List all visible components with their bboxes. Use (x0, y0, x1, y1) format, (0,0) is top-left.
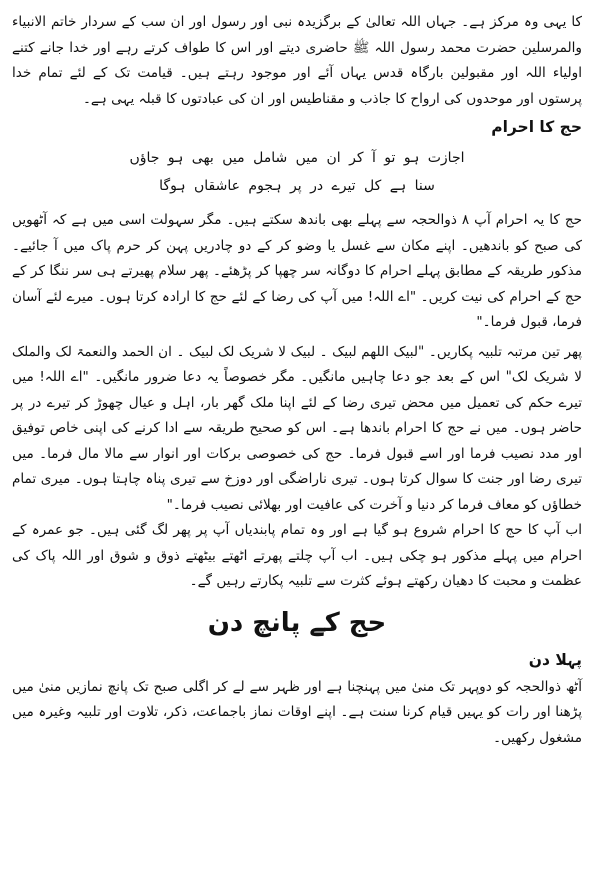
poem-line-2: سنا ہے کل تیرے در پر ہجوم عاشقاں ہوگا (159, 178, 435, 194)
poem-line-1: اجازت ہو تو آ کر ان میں شامل میں بھی ہو جاؤں (129, 150, 465, 166)
talbiya-rest: اس کے بعد جو دعا چاہیں مانگیں۔ مگر خصوصاً یہ دعا ضرور مانگیں۔ "اے اللہ! میں تیرے حکم کی تعمیل میں محض تیری رضا کے لئے اپنا ملک گھر بار، اہل و عیال چھوڑ کر تیرے در پر حاضر ہوں۔ میں نے حج کا احرام باندھا ہے۔ اس کو صحیح طریقہ سے ادا کرنے کی اپنی خاص توفیق اور مدد نصیب فرما اور اسے قبول فرما۔ حج کی خصوصی برکات اور انوار سے مالا مال فرما۔ میں تیری رضا اور جنت کا سوال کرتا ہوں۔ تیری ناراضگی اور دوزخ سے تیری پناہ چاہتا ہوں۔ میری تمام خطاؤں کو معاف فرما کر دنیا و آخرت کی عافیت اور بھلائی نصیب فرما۔" (12, 369, 582, 513)
day1-paragraph: آٹھ ذوالحجہ کو دوپہر تک منیٰ میں پہنچنا ہے اور ظہر سے لے کر اگلی صبح تک پانچ نمازیں منیٰ میں پڑھنا اور رات کو یہیں قیام کرنا سنت ہے۔ اپنے اوقات نماز باجماعت، ذکر، تلاوت اور تلبیہ وغیرہ میں مشغول رکھیں۔ (12, 678, 582, 746)
intro-paragraph: کا یہی وہ مرکز ہے۔ جہاں اللہ تعالیٰ کے برگزیدہ نبی اور رسول اور ان سب کے سردار خاتم الانبیاء والمرسلین حضرت محمد رسول اللہ ﷺ حاضری دیتے اور اس کا طواف کرتے رہے اور خدا جانے کتنے اولیاء اللہ اور مقبولین بارگاہ قدس یہاں آئے اور موجود رہتے ہیں۔ قیامت تک کے لئے تمام خدا پرستوں اور موحدوں کی ارواح کا جاذب و مقناطیس اور ان کی عبادتوں کا قبلہ یہی ہے۔ (12, 14, 582, 107)
ihram-heading: حج کا احرام (491, 118, 582, 136)
ihram-paragraph-1: حج کا یہ احرام آپ ۸ ذوالحجہ سے پہلے بھی باندھ سکتے ہیں۔ مگر سہولت اسی میں ہے کہ آٹھویں کی صبح کو باندھیں۔ اپنے مکان سے غسل یا وضو کر کے دو چادریں پہن کر حرم پاک میں آ جائیے۔ مذکور طریقہ کے مطابق پہلے احرام کا دوگانہ سر چھپا کر پڑھئے۔ پھر سلام پھیرتے ہی سر ننگا کر کے حج کے احرام کی نیت کریں۔ "اے اللہ! میں آپ کی رضا کے لئے حج کا ارادہ کرتا ہوں۔ میرے لئے آسان فرما، قبول فرما۔" (12, 212, 582, 330)
ihram-paragraph-3: اب آپ کا حج کا احرام شروع ہو گیا ہے اور وہ تمام پابندیاں آپ پر پھر لگ گئی ہیں۔ جو عمرہ کے احرام میں پہلے مذکور ہو چکی ہیں۔ اب آپ چلتے پھرتے اٹھتے بیٹھتے ذوق و شوق اور اللہ پاک کی عظمت و محبت کا دھیان رکھتے ہوئے کثرت سے تلبیہ پکارتے رہیں گے۔ (12, 522, 582, 589)
talbiya-arabic: "لبیک اللھم لبیک ۔ لبیک لا شریک لک لبیک ۔ ان الحمد والنعمۃ لک والملک لا شریک لک" (12, 343, 582, 385)
poem-couplet (12, 144, 582, 200)
day1-heading: پہلا دن (528, 650, 582, 669)
talbiya-prefix: پھر تین مرتبہ تلبیہ پکاریں۔ (428, 343, 583, 360)
talbiya-paragraph (12, 340, 582, 519)
five-days-title: حج کے پانچ دن (207, 607, 387, 638)
